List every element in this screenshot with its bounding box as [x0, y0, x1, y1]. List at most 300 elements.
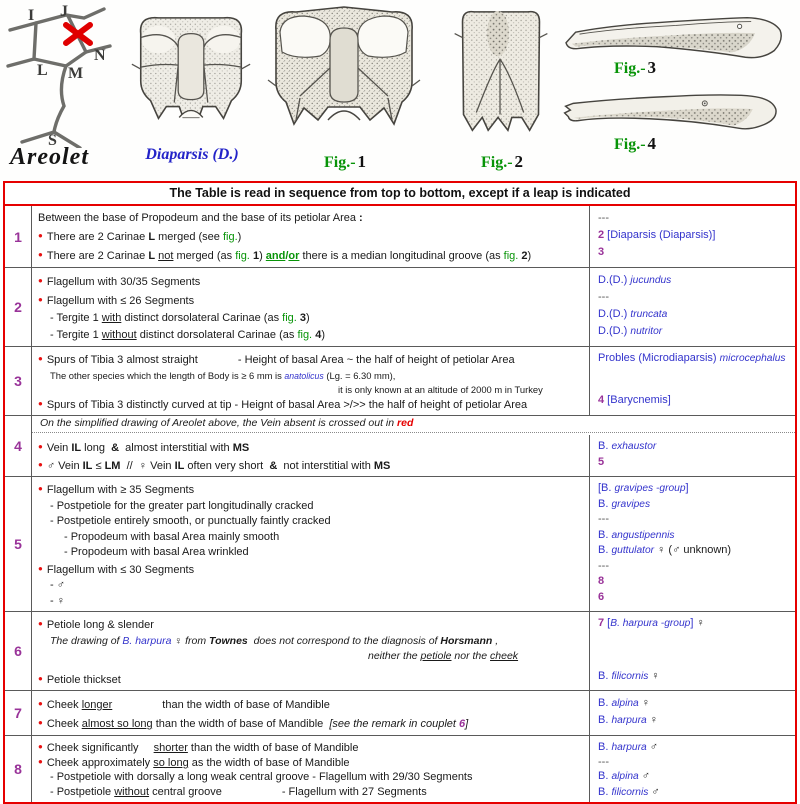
text-segment [598, 633, 601, 645]
text-segment: anatolicus [284, 370, 324, 381]
text-segment: --- [598, 756, 609, 769]
table-header: The Table is read in sequence from top to bottom, except if a leap is indicated [5, 183, 795, 206]
dotted-divider [32, 432, 795, 433]
row-number-label: 5 [14, 536, 22, 552]
text-segment: Flagellum with ≥ 35 Segments [46, 484, 195, 496]
key-row-5 [5, 476, 795, 611]
text-segment: B. [598, 770, 612, 783]
diaparsis-figure [124, 8, 260, 176]
text-segment: ♂ Vein [46, 459, 83, 472]
areolet-caption: Areolet [10, 144, 89, 170]
text-segment: central groove [149, 785, 222, 798]
text-segment: ♂ [638, 770, 651, 783]
text-segment: Flagellum with ≤ 26 Segments [46, 295, 195, 307]
fig2-caption-number: 2 [514, 152, 524, 171]
text-segment: & [111, 442, 120, 454]
text-segment: ≤ [92, 459, 105, 472]
result-cell [589, 206, 795, 267]
text-segment: - Postpetiole for the greater part longitudinally cracked [50, 499, 314, 512]
text-segment: ♀ from [171, 634, 210, 647]
fig3-tergite-drawing [556, 10, 794, 64]
text-segment: 6 [598, 590, 605, 603]
text-segment: gravipes [614, 483, 654, 494]
text-segment: ♀ [646, 714, 658, 726]
text-line [38, 227, 585, 246]
text-segment: : [356, 212, 363, 224]
fig2-caption [450, 152, 554, 172]
key-row-6 [5, 611, 795, 690]
text-segment: L [148, 250, 156, 262]
text-segment: B. [598, 440, 612, 452]
text-segment: almost so long [81, 718, 153, 730]
text-segment: merged (see [155, 231, 223, 243]
text-segment: Spurs of Tibia 3 distinctly curved at tip - Heignt of basal Area >/>> the half of height of petiolar Area [46, 398, 528, 411]
key-row-8 [5, 735, 795, 802]
text-line [598, 272, 792, 289]
text-line [38, 439, 585, 457]
text-segment: cheek [490, 650, 519, 662]
text-segment: there is a median longitudinal groove (as [299, 250, 504, 262]
text-segment: (Lg. = 6.30 mm), [323, 369, 396, 381]
row-number [5, 206, 32, 267]
text-line [598, 351, 792, 367]
text-segment: , [492, 634, 499, 647]
fig2-caption-prefix: Fig.- [480, 154, 513, 171]
text-segment [598, 648, 601, 660]
text-segment: often very short [184, 459, 270, 472]
text-segment: [Barycnemis] [604, 393, 671, 406]
text-line [598, 695, 792, 712]
criteria-cell [32, 477, 589, 611]
text-segment: or [288, 250, 300, 262]
text-line [38, 578, 585, 594]
text-segment: B. harpura [610, 618, 658, 629]
areolet-drawing [6, 2, 118, 148]
text-line [598, 367, 792, 380]
row-number [5, 477, 32, 611]
text-line [38, 649, 585, 665]
text-segment: ● [38, 484, 43, 493]
text-segment: There are 2 Carinae [46, 231, 149, 243]
text-line [38, 785, 585, 799]
text-segment: ● [38, 718, 43, 727]
criteria-cell [32, 268, 589, 346]
text-line [38, 545, 585, 561]
text-segment: 3 [598, 246, 605, 258]
text-segment: shorter [153, 742, 188, 754]
fig3-caption-prefix: Fig.- [614, 60, 646, 77]
text-segment: fig. [297, 329, 313, 341]
text-segment: Townes [209, 634, 248, 647]
text-line [38, 272, 585, 291]
text-segment: IL [82, 459, 93, 472]
text-line [598, 439, 792, 455]
text-segment: Flagellum with ≤ 30 Segments [46, 563, 195, 576]
text-segment: The other species which the length of Body is ≥ 6 mm is [50, 369, 285, 381]
text-segment: There are 2 Carinae [46, 250, 149, 262]
result-cell [589, 347, 795, 415]
text-segment: B. [598, 714, 612, 726]
areolet-letter-n: N [94, 47, 106, 64]
text-segment: ) [321, 329, 325, 341]
diaparsis-propodeum-drawing [124, 8, 258, 144]
text-segment: -group [653, 483, 686, 494]
text-segment: --- [598, 559, 609, 572]
text-segment: than the width of base of Mandible [162, 699, 330, 711]
fig4-tergite-drawing [556, 88, 794, 136]
text-segment: [see the remark in couplet [329, 718, 459, 730]
text-segment: ) [237, 231, 242, 243]
text-segment: ● [38, 295, 43, 304]
criteria-cell [32, 612, 589, 690]
row-number-label: 4 [14, 438, 22, 454]
text-segment: 1 [252, 250, 260, 262]
text-segment: -group [657, 618, 691, 629]
text-segment: ♂ [646, 741, 658, 753]
text-segment: - Postpetiole [50, 785, 115, 798]
text-segment: ) [259, 250, 266, 262]
text-segment: 4 [598, 393, 605, 406]
text-line [598, 785, 792, 800]
text-segment: Petiole thickset [46, 673, 121, 686]
criteria-cell [32, 206, 589, 267]
text-line [598, 497, 792, 513]
text-segment: red [397, 417, 414, 429]
text-segment: ● [38, 673, 43, 683]
text-segment: 8 [598, 575, 605, 587]
text-segment: Cheek [46, 718, 82, 730]
text-line [598, 543, 792, 559]
text-segment: / [285, 250, 289, 262]
text-segment: B. [598, 785, 612, 798]
fig3-figure [556, 10, 796, 88]
text-segment: IL [71, 442, 82, 454]
text-segment: --- [598, 513, 609, 525]
text-segment: Cheek significantly [46, 742, 142, 754]
text-line [38, 616, 585, 634]
text-segment: merged (as [173, 250, 236, 262]
text-line [598, 210, 792, 227]
text-segment: ● [38, 250, 43, 259]
text-segment: alpina [611, 698, 639, 709]
text-segment: 5 [598, 455, 605, 468]
fig3-caption-number: 3 [647, 58, 657, 77]
text-segment: than the width of base of Mandible [187, 742, 359, 754]
text-segment: angustipennis [611, 529, 675, 541]
text-segment: alpina [611, 771, 639, 783]
text-line [598, 323, 792, 340]
text-line [598, 306, 792, 323]
text-segment: does not correspond to the diagnosis of [247, 634, 441, 647]
row-number-label: 7 [14, 705, 22, 721]
fig4-caption-prefix: Fig.- [614, 136, 646, 153]
row-number [5, 736, 32, 802]
criteria-cell [32, 347, 589, 415]
text-segment: Cheek [46, 699, 82, 711]
text-line [598, 669, 792, 685]
text-segment: neither the [368, 650, 421, 662]
text-segment: fig. [503, 250, 519, 262]
text-segment: jucundus [630, 275, 672, 286]
text-segment: - ♀ [50, 594, 65, 607]
text-segment: - Height of basal Area ~ the half of height of petiolar Area [237, 354, 515, 366]
text-line [38, 634, 585, 650]
result-cell [589, 435, 795, 476]
text-line [38, 714, 585, 733]
text-line [38, 369, 585, 383]
result-cell [589, 477, 795, 611]
text-segment: B. [598, 544, 612, 556]
text-segment: ● [38, 231, 43, 240]
text-segment: ● [38, 459, 43, 469]
key-rows-container [5, 206, 795, 802]
row-number [5, 268, 32, 346]
text-segment: ● [38, 398, 43, 408]
text-segment: IL [174, 459, 185, 472]
text-segment: distinct dorsolateral Carinae (as [136, 329, 298, 341]
text-segment: Vein [46, 442, 72, 454]
fig1-caption-number: 1 [357, 152, 367, 171]
text-segment: ● [38, 757, 43, 767]
result-cell [589, 691, 795, 735]
areolet-letter-s: S [48, 132, 57, 148]
text-segment: without [114, 785, 150, 798]
text-line [598, 244, 792, 261]
text-segment: 2 [521, 250, 528, 262]
text-segment: Cheek approximately [46, 757, 154, 770]
text-segment: fig. [222, 231, 238, 243]
text-segment: D.(D.) [598, 274, 631, 286]
text-segment: Between the base of Propodeum and the base of its petiolar Area [38, 212, 356, 224]
criteria-cell [32, 736, 589, 802]
text-segment: ♀ [696, 617, 705, 629]
fig1-propodeum-drawing [266, 2, 422, 152]
key-row-7 [5, 690, 795, 735]
text-segment: - Postpetiole entirely smooth, or punctually faintly cracked [50, 515, 331, 527]
fig3-caption [614, 58, 656, 78]
text-line [598, 380, 792, 393]
text-line [38, 457, 585, 475]
text-line [38, 383, 585, 396]
text-segment: without [101, 329, 137, 341]
text-segment: - ♂ [50, 579, 65, 591]
fig1-caption [266, 152, 424, 172]
result-cell [589, 268, 795, 346]
text-segment: D.(D.) [598, 325, 631, 337]
areolet-letter-i: I [28, 7, 35, 24]
row-note [32, 416, 795, 431]
row-number-label: 8 [14, 760, 22, 777]
text-line [38, 530, 585, 546]
text-segment: B. [598, 528, 612, 541]
text-segment: LM [104, 459, 121, 472]
text-segment: ● [38, 442, 43, 451]
text-segment: gravipes [611, 498, 651, 510]
text-line [598, 574, 792, 590]
text-line [598, 455, 792, 471]
text-segment: petiole [420, 650, 452, 662]
text-segment: nutritor [630, 326, 663, 337]
text-segment: - Tergite 1 [50, 329, 102, 341]
diaparsis-caption: Diaparsis (D.) [145, 146, 239, 163]
text-segment: guttulator [611, 545, 655, 556]
text-segment: ● [38, 563, 43, 573]
text-segment [598, 368, 601, 379]
text-segment: ] [690, 617, 697, 629]
text-line [598, 590, 792, 606]
text-segment: - Propodeum with basal Area mainly smooth [64, 530, 280, 543]
text-line [598, 227, 792, 244]
text-segment: The drawing of [50, 634, 123, 647]
fig4-caption-number: 4 [647, 134, 657, 153]
text-segment: as the width of base of Mandible [188, 757, 350, 770]
crossed-out-vein-x-icon [66, 25, 90, 43]
key-row-4 [5, 415, 795, 476]
text-segment: not interstitial with [277, 459, 374, 472]
text-segment: truncata [630, 309, 668, 320]
fig4-figure [556, 88, 796, 164]
text-segment: ♀ [648, 669, 660, 682]
text-segment: B. [598, 669, 612, 682]
text-line [598, 481, 792, 497]
text-segment: with [101, 312, 122, 324]
text-line [38, 396, 585, 414]
text-segment: [ [604, 617, 611, 629]
text-segment: B. [598, 697, 612, 709]
text-segment: Probles (Microdiaparsis) [598, 352, 720, 364]
text-segment: Spurs of Tibia 3 almost straight [46, 354, 198, 366]
row-number [5, 347, 32, 415]
text-segment: Horsmann [440, 634, 493, 647]
areolet-letter-m: M [68, 65, 84, 82]
text-segment: MS [373, 459, 391, 472]
text-segment: 6 [459, 718, 466, 730]
criteria-cell [32, 435, 589, 476]
text-segment: so long [153, 757, 189, 770]
text-segment: almost interstitial with [119, 442, 233, 454]
text-segment: filicornis [611, 670, 649, 682]
text-segment: ● [38, 742, 43, 751]
fig2-propodeum-drawing [450, 4, 552, 150]
text-segment: ♀ (♂ unknown) [654, 544, 732, 556]
text-segment: B. harpura [122, 634, 172, 647]
text-segment: filicornis [611, 786, 649, 798]
text-line [598, 712, 792, 729]
fig1-caption-prefix: Fig.- [323, 154, 356, 171]
row-number [5, 416, 32, 476]
text-line [38, 671, 585, 689]
key-row-3 [5, 346, 795, 415]
text-segment: - Flagellum with 27 Segments [281, 785, 427, 798]
text-segment: ) [306, 312, 310, 324]
text-segment: D.(D.) [598, 308, 631, 320]
text-line [598, 512, 792, 528]
text-segment: - Postpetiole with dorsally a long weak central groove - Flagellum with 29/30 Segments [50, 771, 473, 784]
text-segment: ● [38, 276, 43, 285]
criteria-cell [32, 691, 589, 735]
text-line [598, 755, 792, 769]
text-line [38, 695, 585, 714]
text-segment: not [158, 250, 174, 262]
text-line [598, 559, 792, 575]
text-segment: B. [598, 497, 612, 510]
text-segment: Flagellum with 30/35 Segments [46, 276, 201, 288]
text-line [38, 514, 585, 530]
text-segment: [Diaparsis (Diaparsis)] [604, 229, 716, 241]
text-segment: 2 [598, 229, 605, 241]
text-line [38, 561, 585, 579]
result-cell [589, 736, 795, 802]
identification-key-table [3, 181, 797, 804]
text-segment: long [81, 442, 112, 454]
text-line [598, 616, 792, 632]
text-segment: and [265, 250, 286, 262]
text-segment: ♀ [638, 697, 651, 709]
text-line [38, 291, 585, 310]
text-line [38, 740, 585, 755]
key-row-2 [5, 267, 795, 346]
text-line [598, 528, 792, 544]
text-line [38, 499, 585, 515]
text-segment: microcephalus [719, 353, 786, 364]
text-segment: - Tergite 1 [50, 312, 102, 324]
fig4-caption [614, 134, 656, 154]
text-line [598, 632, 792, 648]
text-line [598, 393, 792, 409]
text-line [38, 310, 585, 327]
text-segment: ● [38, 354, 43, 363]
fig2-figure [450, 4, 554, 180]
text-segment [598, 381, 601, 392]
text-line [598, 740, 792, 755]
text-line [38, 755, 585, 770]
text-segment: - Propodeum with basal Area wrinkled [64, 546, 249, 558]
text-segment: than the width of base of Mandible [152, 718, 330, 730]
key-row-1 [5, 206, 795, 267]
text-segment: nor the [451, 650, 491, 662]
areolet-letter-l: L [37, 62, 48, 79]
text-segment: --- [598, 212, 609, 224]
text-segment: [B. [598, 482, 615, 494]
text-line [38, 594, 585, 610]
text-line [38, 351, 585, 369]
areolet-figure [6, 2, 126, 180]
text-segment: ● [38, 699, 43, 708]
text-segment: B. [598, 741, 612, 753]
text-line [38, 770, 585, 784]
figure-band [0, 0, 800, 181]
text-segment: harpura [611, 715, 647, 726]
text-line [598, 289, 792, 306]
text-segment: fig. [235, 250, 250, 262]
text-line [598, 769, 792, 784]
text-segment: Petiole long & slender [46, 619, 154, 631]
text-segment: ] [465, 718, 469, 730]
row-number [5, 612, 32, 690]
row-number [5, 691, 32, 735]
text-segment: // ♀ Vein [120, 459, 175, 472]
text-segment: ● [38, 619, 43, 628]
row-number-label: 6 [14, 643, 22, 659]
text-segment: MS [232, 442, 250, 454]
text-segment: --- [598, 291, 609, 303]
areolet-letter-j: J [60, 3, 68, 20]
text-segment: ] [685, 482, 689, 494]
text-segment: it is only known at an altitude of 2000 m in Turkey [338, 383, 543, 395]
text-segment: harpura [611, 742, 647, 753]
text-segment: & [269, 459, 278, 472]
spiracle-dot [737, 24, 741, 28]
